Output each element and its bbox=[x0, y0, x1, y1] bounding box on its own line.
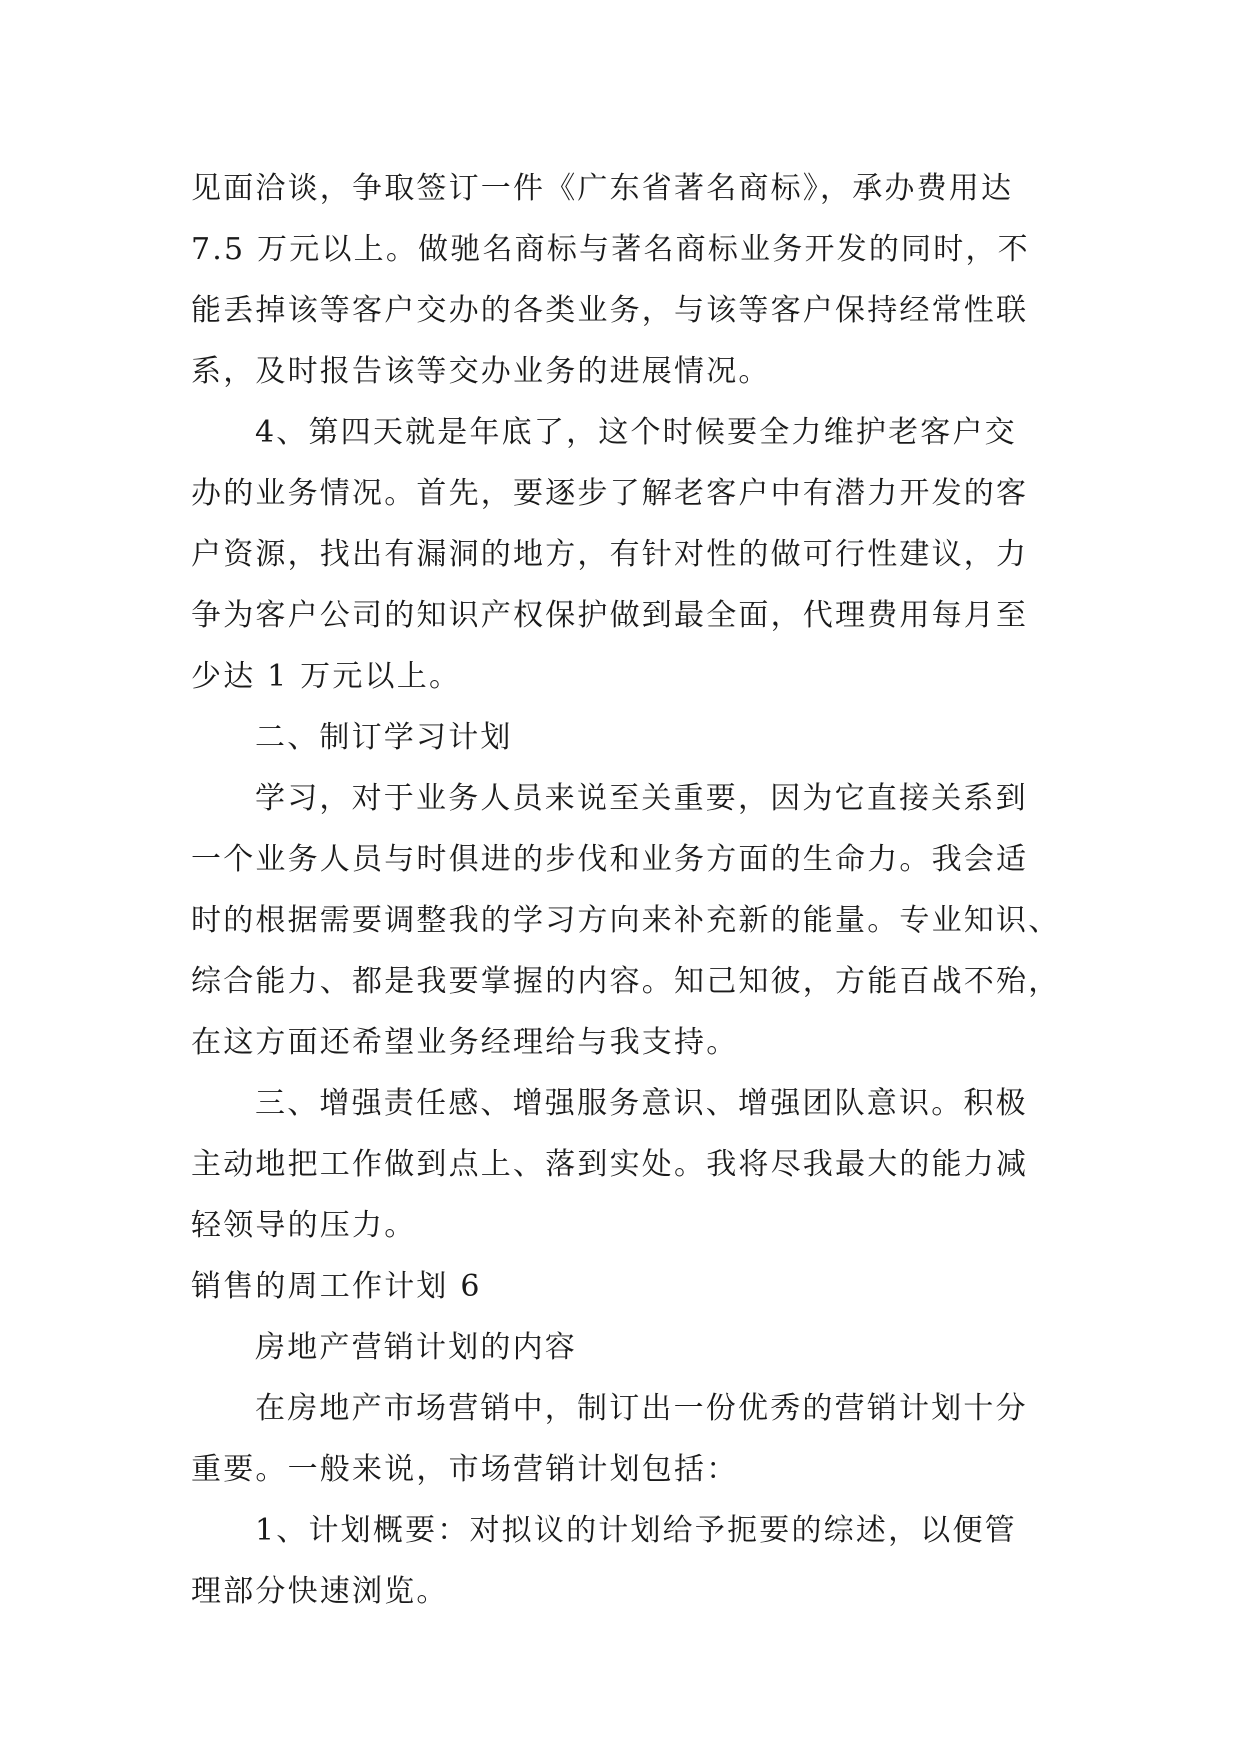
text-line: 户资源，找出有漏洞的地方，有针对性的做可行性建议，力 bbox=[191, 537, 1029, 572]
text-line: 时的根据需要调整我的学习方向来补充新的能量。专业知识、 bbox=[191, 903, 1061, 938]
text-line: 在这方面还希望业务经理给与我支持。 bbox=[191, 1025, 739, 1060]
text-line: 能丢掉该等客户交办的各类业务，与该等客户保持经常性联 bbox=[191, 293, 1029, 328]
text-line: 7.5 万元以上。做驰名商标与著名商标业务开发的同时，不 bbox=[191, 232, 1030, 267]
text-line: 争为客户公司的知识产权保护做到最全面，代理费用每月至 bbox=[191, 598, 1029, 633]
text-line: 重要。一般来说，市场营销计划包括： bbox=[191, 1452, 739, 1487]
text-line: 办的业务情况。首先，要逐步了解老客户中有潜力开发的客 bbox=[191, 476, 1029, 511]
text-line: 少达 1 万元以上。 bbox=[191, 659, 462, 694]
text-line: 销售的周工作计划 6 bbox=[191, 1269, 482, 1304]
document-body bbox=[191, 158, 1061, 1622]
text-line: 三、增强责任感、增强服务意识、增强团队意识。积极 bbox=[255, 1086, 1028, 1121]
text-line: 4、第四天就是年底了，这个时候要全力维护老客户交 bbox=[255, 415, 1017, 450]
text-line: 在房地产市场营销中，制订出一份优秀的营销计划十分 bbox=[255, 1391, 1028, 1426]
text-line: 学习，对于业务人员来说至关重要，因为它直接关系到 bbox=[255, 781, 1028, 816]
text-line: 一个业务人员与时俱进的步伐和业务方面的生命力。我会适 bbox=[191, 842, 1029, 877]
text-line: 见面洽谈，争取签订一件《广东省著名商标》，承办费用达 bbox=[191, 171, 1014, 206]
text-line: 房地产营销计划的内容 bbox=[255, 1330, 577, 1365]
text-line: 二、制订学习计划 bbox=[255, 720, 513, 755]
text-line: 主动地把工作做到点上、落到实处。我将尽我最大的能力减 bbox=[191, 1147, 1029, 1182]
document-page bbox=[191, 158, 1061, 1622]
text-line: 系，及时报告该等交办业务的进展情况。 bbox=[191, 354, 771, 389]
text-line: 综合能力、都是我要掌握的内容。知己知彼，方能百战不殆， bbox=[191, 964, 1061, 999]
text-line: 轻领导的压力。 bbox=[191, 1208, 417, 1243]
text-line: 理部分快速浏览。 bbox=[191, 1574, 449, 1609]
text-line: 1、计划概要：对拟议的计划给予扼要的综述，以便管 bbox=[255, 1513, 1017, 1548]
